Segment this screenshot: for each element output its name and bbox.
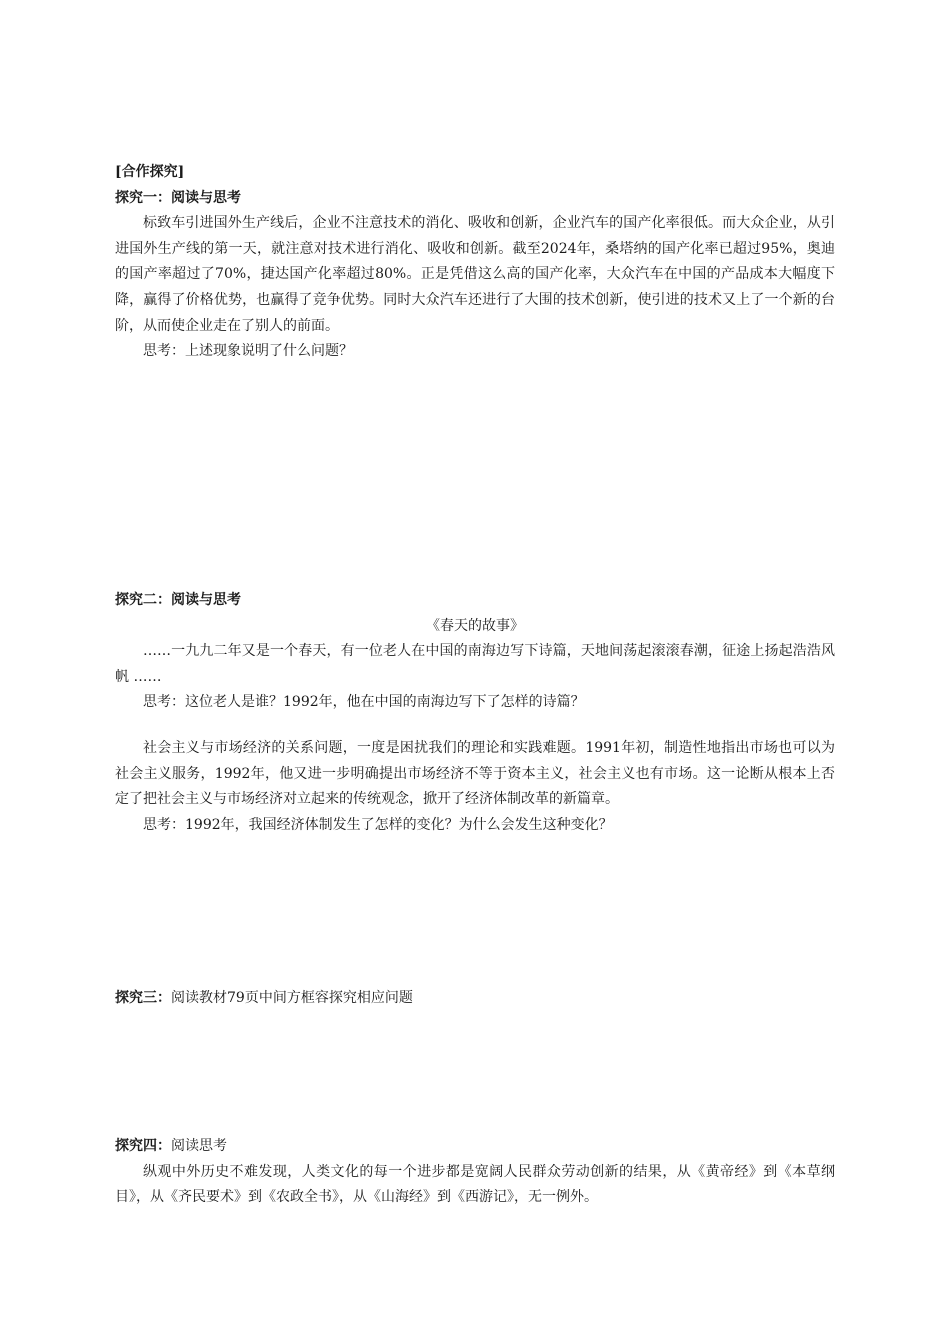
inquiry-4-label: 探究四： [115, 1138, 171, 1154]
inquiry-2-paragraph: 社会主义与市场经济的关系问题，一度是困扰我们的理论和实践难题。1991年初，制造性地指出市场也可以为社会主义服务，1992年，他又进一步明确提出市场经济不等于资本主义，社会主义也有市场。这一论断从根本上否定了把社会主义与市场经济对立起来的传统观念，掀开了经济体制改革的新篇章。 [115, 740, 835, 808]
inquiry-4-paragraph: 纵观中外历史不难发现，人类文化的每一个进步都是宽阔人民群众劳动创新的结果，从《黄帝经》到《本草纲目》，从《齐民要术》到《农政全书》，从《山海经》到《西游记》，无一例外。 [115, 1163, 835, 1206]
inquiry-3-section [115, 986, 835, 1012]
inquiry-4-text: 阅读思考 [171, 1138, 227, 1154]
inquiry-3-label: 探究三： [115, 990, 171, 1006]
inquiry-2-question-1: 思考：这位老人是谁？1992年，他在中国的南海边写下了怎样的诗篇？ [143, 694, 585, 711]
cooperative-inquiry-section [115, 160, 835, 365]
inquiry-4-section [115, 1134, 835, 1211]
inquiry-2-title: 探究二：阅读与思考 [115, 592, 241, 608]
inquiry-2-question-2: 思考：1992年，我国经济体制发生了怎样的变化？为什么会发生这种变化？ [143, 816, 613, 833]
inquiry-1-paragraph: 标致车引进国外生产线后，企业不注意技术的消化、吸收和创新，企业汽车的国产化率很低。而大众企业，从引进国外生产线的第一天，就注意对技术进行消化、吸收和创新。截至2024年，桑塔纳的国产化率已超过95%，奥迪的国产率超过了70%，捷达国产化率超过80%。正是凭借这么高的国产化率，大众汽车在中国的产品成本大幅度下降，赢得了价格优势，也赢得了竞争优势。同时大众汽车还进行了大围的技术创新，使引进的技术又上了一个新的台阶，从而使企业走在了别人的前面。 [115, 215, 835, 334]
inquiry-1-question: 思考：上述现象说明了什么问题？ [143, 343, 353, 360]
inquiry-1-title: 探究一：阅读与思考 [115, 189, 241, 206]
inquiry-2-continued [115, 736, 835, 838]
inquiry-3-text: 阅读教材79页中间方框容探究相应问题 [171, 990, 413, 1006]
section-header: [合作探究] [115, 164, 185, 180]
story-title: 《春天的故事》 [426, 617, 524, 634]
story-text: ……一九九二年又是一个春天，有一位老人在中国的南海边写下诗篇，天地间荡起滚滚春潮，征途上扬起浩浩风帆 …… [115, 643, 835, 685]
inquiry-2-section [115, 588, 835, 716]
